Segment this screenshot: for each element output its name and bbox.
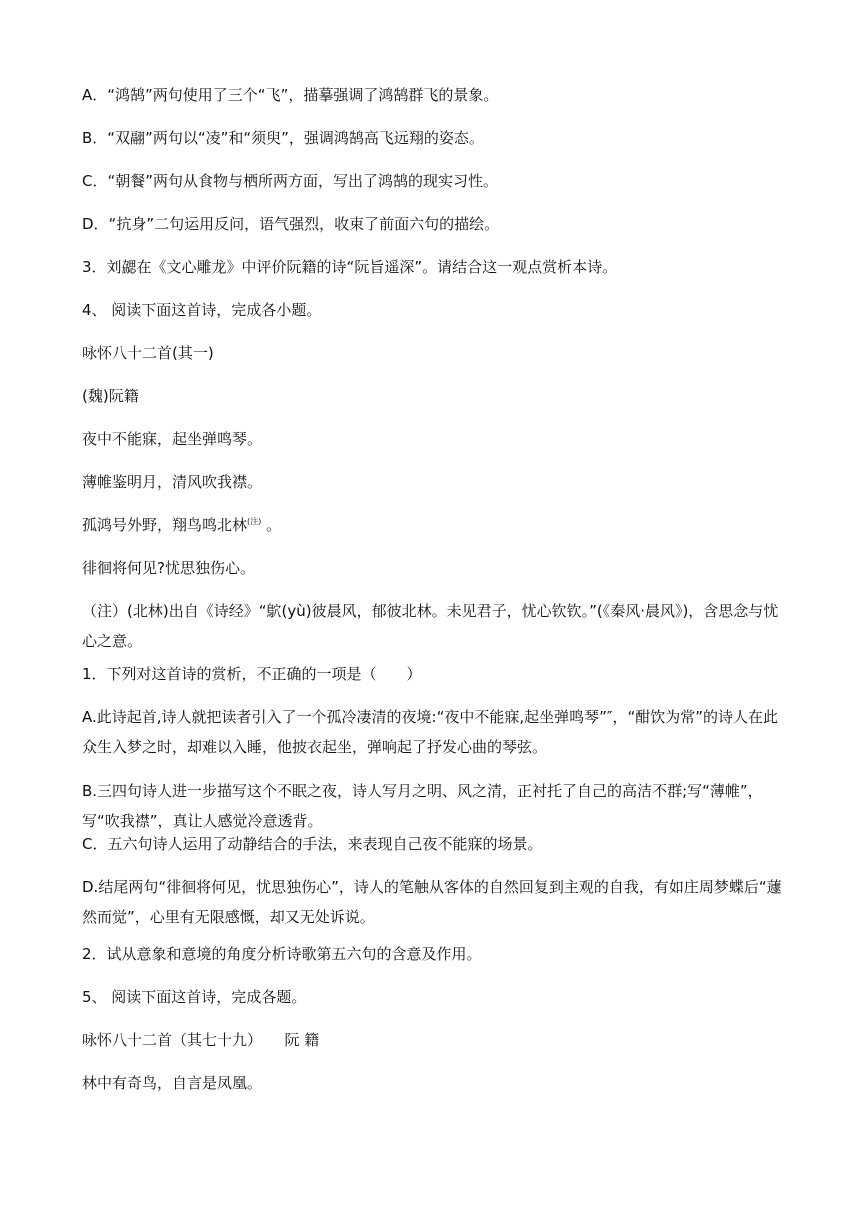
option-c: C．“朝餐”两句从食物与栖所两方面，写出了鸿鹄的现实习性。 [82,172,499,190]
question-4-option-a: A.此诗起首,诗人就把读者引入了一个孤冷凄清的夜境:“夜中不能寐,起坐弹鸣琴”″，“酣饮为常”的诗人在此众生入梦之时，却难以入睡，他披衣起坐，弹响起了抒发心曲的琴弦。 [82,708,779,756]
footnote-marker: (注) [247,517,262,526]
poem-1-line-3 [82,510,782,540]
question-4-2: 2．试从意象和意境的角度分析诗歌第五六句的含意及作用。 [82,945,482,963]
poem-1-title: 咏怀八十二首(其一) [82,344,214,362]
option-d: D．“抗身”二句运用反问，语气强烈，收束了前面六句的描绘。 [82,215,500,233]
question-4-option-c: C．五六句诗人运用了动静结合的手法，来表现自己夜不能寐的场景。 [82,835,543,853]
section-5-heading: 5、 阅读下面这首诗，完成各题。 [82,988,307,1006]
question-4-option-d: D.结尾两句“徘徊将何见，忧思独伤心”，诗人的笔触从客体的自然回复到主观的自我，有如庄周梦蝶后“蘧然而觉”，心里有无限感慨，却又无处诉说。 [82,878,782,926]
section-4-heading: 4、 阅读下面这首诗，完成各小题。 [82,301,322,319]
question-4-option-b: B.三四句诗人进一步描写这个不眠之夜，诗人写月之明、风之清，正衬托了自己的高洁不群;写“薄帷”，写“吹我襟”，真让人感觉冷意透背。 [82,782,763,830]
poem-1-author: (魏)阮籍 [82,387,139,405]
question-3: 3．刘勰在《文心雕龙》中评价阮籍的诗“阮旨遥深”。请结合这一观点赏析本诗。 [82,258,618,276]
footnote: （注）(北林)出自《诗经》“鴥(yù)彼晨风，郁彼北林。未见君子，忧心钦钦。”(《秦风·晨风》)，含思念与忧心之意。 [82,602,779,650]
poem-1-line-4: 徘徊将何见?忧思独伤心。 [82,559,255,577]
poem-2-line-1: 林中有奇鸟，自言是凤凰。 [82,1074,263,1092]
option-b: B．“双翮”两句以“凌”和“须臾”，强调鸿鹄高飞远翔的姿态。 [82,129,484,147]
option-a: A．“鸿鹄”两句使用了三个“飞”，描摹强调了鸿鹄群飞的景象。 [82,86,499,104]
poem-1-line-1: 夜中不能寐，起坐弹鸣琴。 [82,430,263,448]
poem-1-line-3-text: 孤鸿号外野，翔鸟鸣北林 [82,516,248,534]
question-4-1: 1．下列对这首诗的赏析，不正确的一项是（ ） [82,665,422,683]
poem-1-line-3-end: 。 [261,516,282,534]
poem-1-line-2: 薄帷鉴明月，清风吹我襟。 [82,473,263,491]
poem-2-title: 咏怀八十二首（其七十九） 阮 籍 [82,1031,320,1049]
